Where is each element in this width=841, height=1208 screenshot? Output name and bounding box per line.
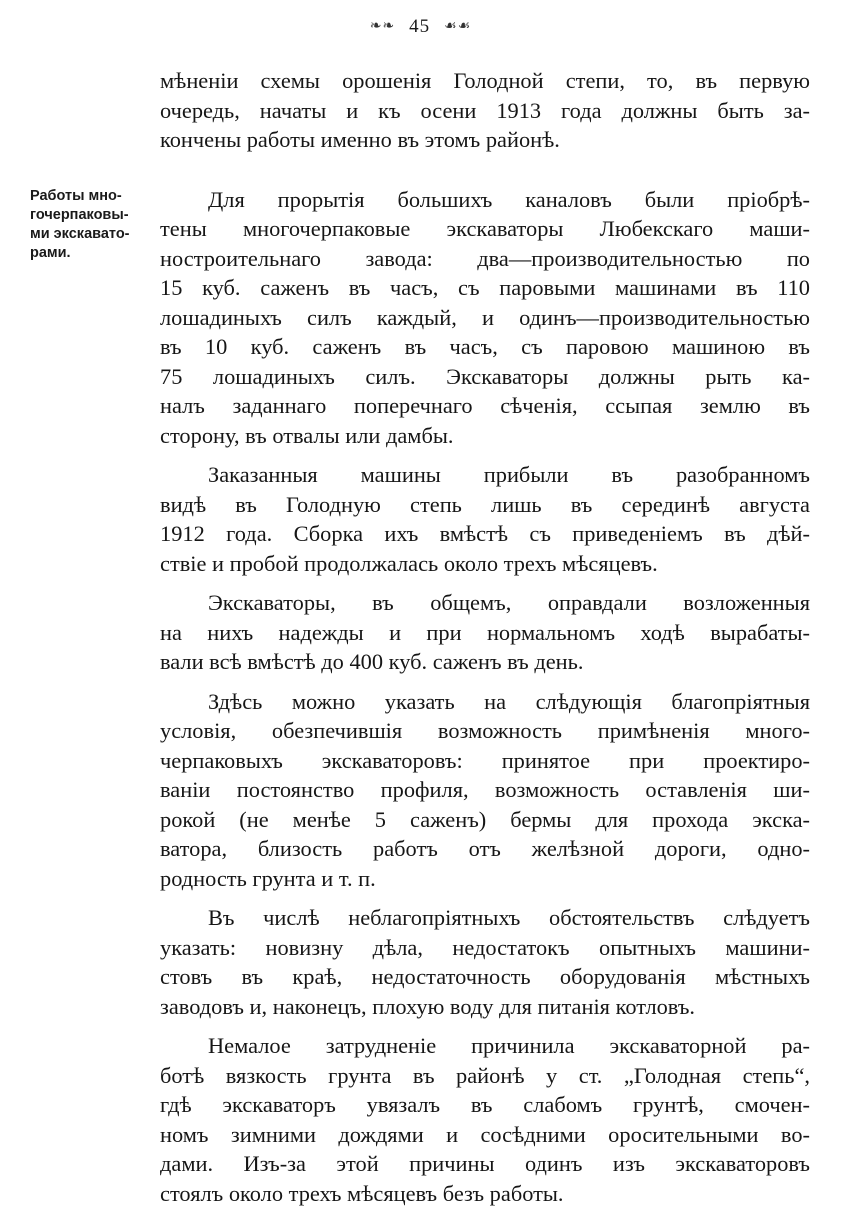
text-line: родность грунта и т. п. (160, 864, 810, 894)
text-line: мѣненіи схемы орошенія Голодной степи, то, въ первую (160, 66, 810, 96)
paragraph-2 (160, 185, 810, 451)
text-line: черпаковыхъ экскаваторовъ: принятое при проектиро- (160, 746, 810, 776)
text-line: 75 лошадиныхъ силъ. Экскаваторы должны рыть ка- (160, 362, 810, 392)
text-line: гдѣ экскаваторъ увязалъ въ слабомъ грунтѣ, смочен- (160, 1090, 810, 1120)
text-line: Для прорытія большихъ каналовъ были пріобрѣ- (160, 185, 810, 215)
text-line: ствіе и пробой продолжалась около трехъ мѣсяцевъ. (160, 549, 810, 579)
text-line: Заказанныя машины прибыли въ разобранномъ (160, 460, 810, 490)
margin-note-line: ми экскавато- (30, 225, 158, 244)
text-line: видѣ въ Голодную степь лишь въ серединѣ августа (160, 490, 810, 520)
text-line: тены многочерпаковые экскаваторы Любекскаго маши- (160, 214, 810, 244)
text-line: 1912 года. Сборка ихъ вмѣстѣ съ приведеніемъ въ дѣй- (160, 519, 810, 549)
text-line: ностроительнаго завода: два—производительностью по (160, 244, 810, 274)
text-line: номъ зимними дождями и сосѣдними оросительными во- (160, 1120, 810, 1150)
text-line: стоялъ около трехъ мѣсяцевъ безъ работы. (160, 1179, 810, 1208)
text-line: сторону, въ отвалы или дамбы. (160, 421, 810, 451)
paragraph-6 (160, 903, 810, 1021)
text-line: 15 куб. саженъ въ часъ, съ паровыми машинами въ 110 (160, 273, 810, 303)
text-line: рокой (не менѣе 5 саженъ) бермы для прохода экска- (160, 805, 810, 835)
text-line: заводовъ и, наконецъ, плохую воду для питанія котловъ. (160, 992, 810, 1022)
margin-note-line: гочерпаковы- (30, 206, 158, 225)
ornament-left-icon: ❧❧ (370, 13, 395, 39)
margin-note-line: Работы мно- (30, 187, 158, 206)
text-line: Въ числѣ неблагопріятныхъ обстоятельствъ слѣдуетъ (160, 903, 810, 933)
text-line: условія, обезпечившія возможность примѣненія много- (160, 716, 810, 746)
text-line: лошадиныхъ силъ каждый, и одинъ—производительностью (160, 303, 810, 333)
ornament-right-icon: ☙☙ (444, 13, 471, 39)
text-line: кончены работы именно въ этомъ районѣ. (160, 125, 810, 155)
text-line: дами. Изъ-за этой причины одинъ изъ экскаваторовъ (160, 1149, 810, 1179)
paragraph-7 (160, 1031, 810, 1208)
page-header (0, 14, 841, 41)
text-line: налъ заданнаго поперечнаго сѣченія, ссыпая землю въ (160, 391, 810, 421)
paragraph-3 (160, 460, 810, 578)
text-line: въ 10 куб. саженъ въ часъ, съ паровою машиною въ (160, 332, 810, 362)
body-text (160, 66, 810, 1208)
text-line: ботѣ вязкость грунта въ районѣ у ст. „Голодная степь“, (160, 1061, 810, 1091)
text-line: ваніи постоянство профиля, возможность оставленія ши- (160, 775, 810, 805)
text-line: очередь, начаты и къ осени 1913 года должны быть за- (160, 96, 810, 126)
paragraph-4 (160, 588, 810, 677)
text-line: указать: новизну дѣла, недостатокъ опытныхъ машини- (160, 933, 810, 963)
text-line: ватора, близость работъ отъ желѣзной дороги, одно- (160, 834, 810, 864)
text-line: Немалое затрудненіе причинила экскаваторной ра- (160, 1031, 810, 1061)
paragraph-5 (160, 687, 810, 894)
margin-note-line: рами. (30, 244, 158, 263)
text-line: Здѣсь можно указать на слѣдующія благопріятныя (160, 687, 810, 717)
text-line: вали всѣ вмѣстѣ до 400 куб. саженъ въ день. (160, 647, 810, 677)
margin-note (30, 187, 158, 263)
page-number: 45 (409, 14, 430, 40)
text-line: на нихъ надежды и при нормальномъ ходѣ вырабаты- (160, 618, 810, 648)
text-line: стовъ въ краѣ, недостаточность оборудованія мѣстныхъ (160, 962, 810, 992)
text-line: Экскаваторы, въ общемъ, оправдали возложенныя (160, 588, 810, 618)
paragraph-1 (160, 66, 810, 155)
